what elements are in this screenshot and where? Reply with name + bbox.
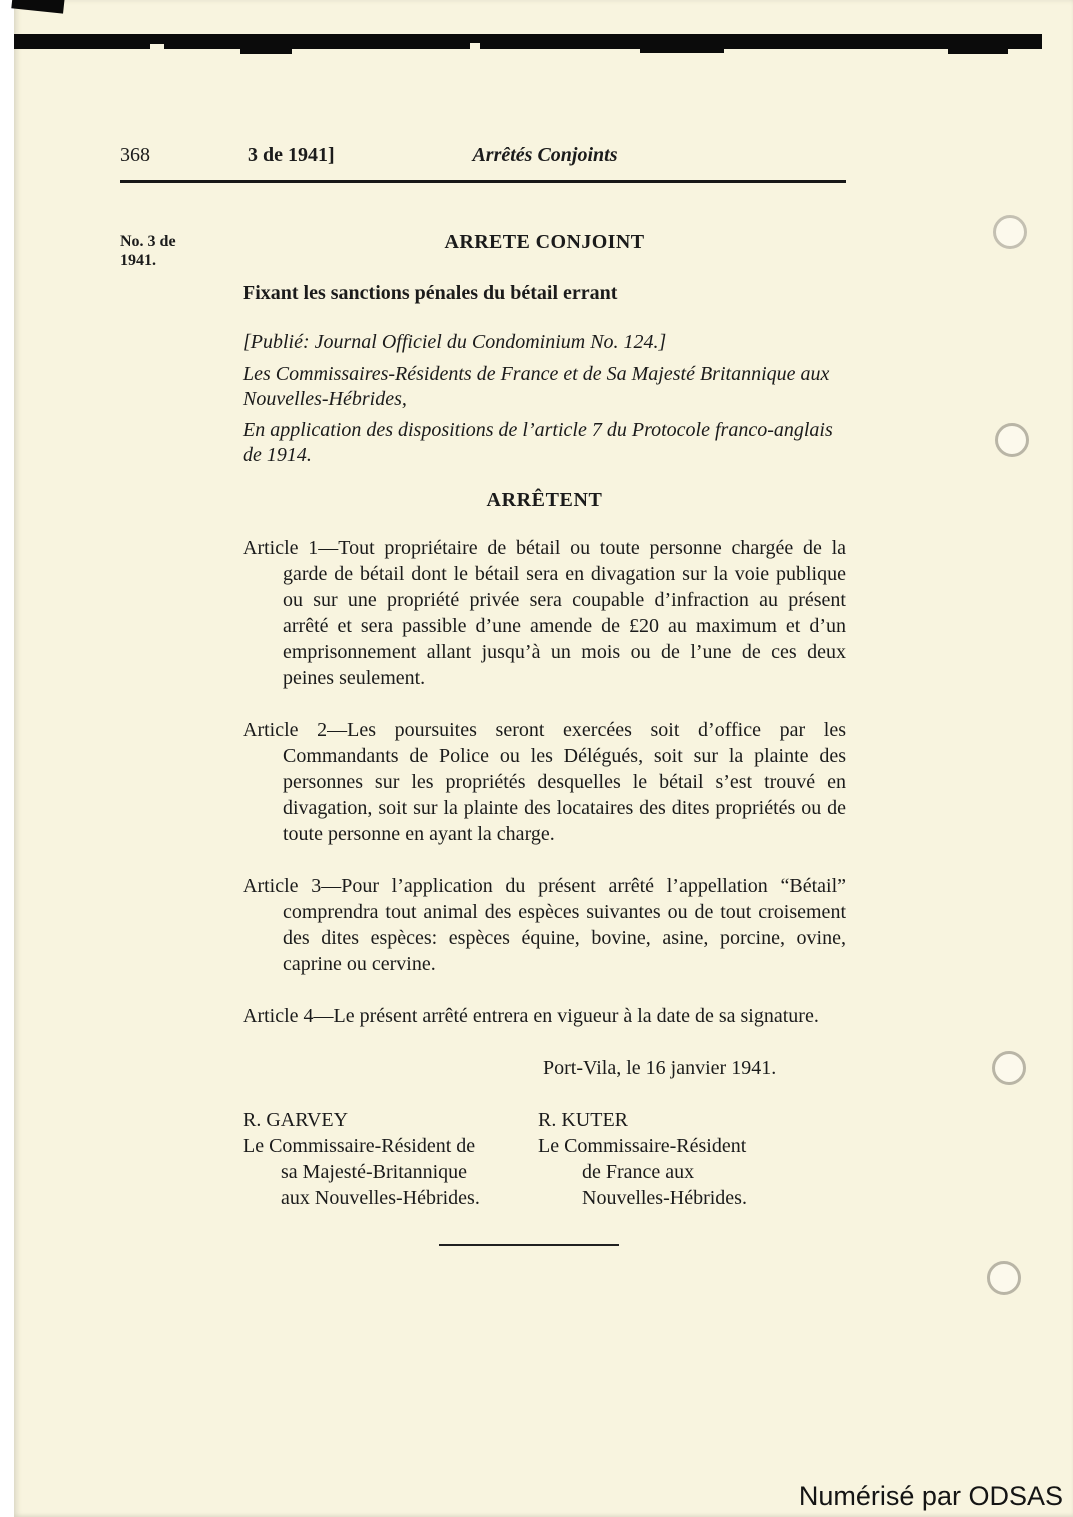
scan-edge-blob — [948, 49, 1008, 54]
article-3-text: —Pour l’application du présent arrêté l’appellation “Bétail” comprendra tout animal des espèces suivantes ou de tout croisement des dites espèces: espèces équine, bovine, asine, porcine, ovine, caprine ou cervine. — [283, 875, 847, 975]
page-number: 368 — [120, 144, 150, 166]
section-end-rule — [439, 1244, 619, 1246]
preamble-protocol: En application des dispositions de l’article 7 du Protocole franco-anglais de 1914. — [243, 419, 833, 466]
punch-hole — [987, 1261, 1021, 1295]
decree-heading: ARRÊTENT — [486, 489, 603, 511]
punch-hole — [995, 423, 1029, 457]
article-1-label: Article 1 — [243, 537, 319, 559]
article-4 — [243, 1003, 846, 1029]
margin-note — [120, 232, 210, 270]
dateline: Port-Vila, le 16 janvier 1941. — [543, 1057, 777, 1079]
signature-french-resident — [538, 1107, 747, 1211]
signatory-title-line: Nouvelles-Hébrides. — [582, 1187, 747, 1209]
punch-hole — [992, 1051, 1026, 1085]
article-1-text: —Tout propriétaire de bétail ou toute personne chargée de la garde de bétail dont le bétail sera en divagation sur la voie publique ou sur une propriété privée sera coupable d’infraction au présent arrêté et sera passible d’une amende de £20 au maximum et d’un emprisonnement allant jusqu’à un mois ou de l’une de ces deux peines seulement. — [283, 537, 846, 689]
header-rule — [120, 180, 846, 183]
signatory-title-line: aux Nouvelles-Hébrides. — [281, 1187, 480, 1209]
article-3 — [243, 873, 846, 977]
scan-edge-gap — [150, 44, 164, 50]
signatory-title-line: de France aux — [582, 1161, 695, 1183]
signatory-title-line: Le Commissaire-Résident — [538, 1135, 747, 1157]
document-body — [243, 229, 846, 1211]
issue-reference: 3 de 1941] — [248, 144, 335, 166]
article-1 — [243, 535, 846, 691]
article-2-text: —Les poursuites seront exercées soit d’office par les Commandants de Police ou les Délégués, soit sur la plainte des personnes sur les propriétés desquelles le bétail s’est trouvé en divagation, soit sur la plainte des locataires des dites propriétés ou de toute personne en ayant la charge. — [283, 719, 846, 845]
document-title: ARRETE CONJOINT — [444, 231, 645, 253]
punch-hole — [993, 215, 1027, 249]
margin-note-line1: No. 3 de — [120, 233, 176, 250]
preamble-commissioners: Les Commissaires-Résidents de France et de Sa Majesté Britannique aux Nouvelles-Hébrides, — [243, 363, 830, 410]
scan-edge-band — [14, 34, 1042, 49]
article-4-label: Article 4 — [243, 1005, 314, 1027]
signatory-name: R. KUTER — [538, 1109, 628, 1131]
scan-edge-blob — [240, 49, 292, 54]
article-2-label: Article 2 — [243, 719, 328, 741]
publication-reference: [Publié: Journal Officiel du Condominium No. 124.] — [243, 331, 667, 353]
margin-note-line2: 1941. — [120, 252, 156, 269]
signatory-title-line: sa Majesté-Britannique — [281, 1161, 468, 1183]
signatory-name: R. GARVEY — [243, 1109, 349, 1131]
running-title: Arrêtés Conjoints — [472, 144, 618, 166]
scan-edge-blob — [640, 49, 724, 53]
signature-british-resident — [243, 1107, 538, 1211]
signature-block — [243, 1107, 846, 1211]
scan-credit: Numérisé par ODSAS — [798, 1481, 1063, 1511]
signatory-title-line: Le Commissaire-Résident de — [243, 1135, 476, 1157]
article-4-text: —Le présent arrêté entrera en vigueur à la date de sa signature. — [313, 1005, 819, 1027]
article-3-label: Article 3 — [243, 875, 322, 897]
document-subject: Fixant les sanctions pénales du bétail errant — [243, 282, 618, 304]
scan-edge-gap — [470, 43, 480, 50]
article-2 — [243, 717, 846, 847]
